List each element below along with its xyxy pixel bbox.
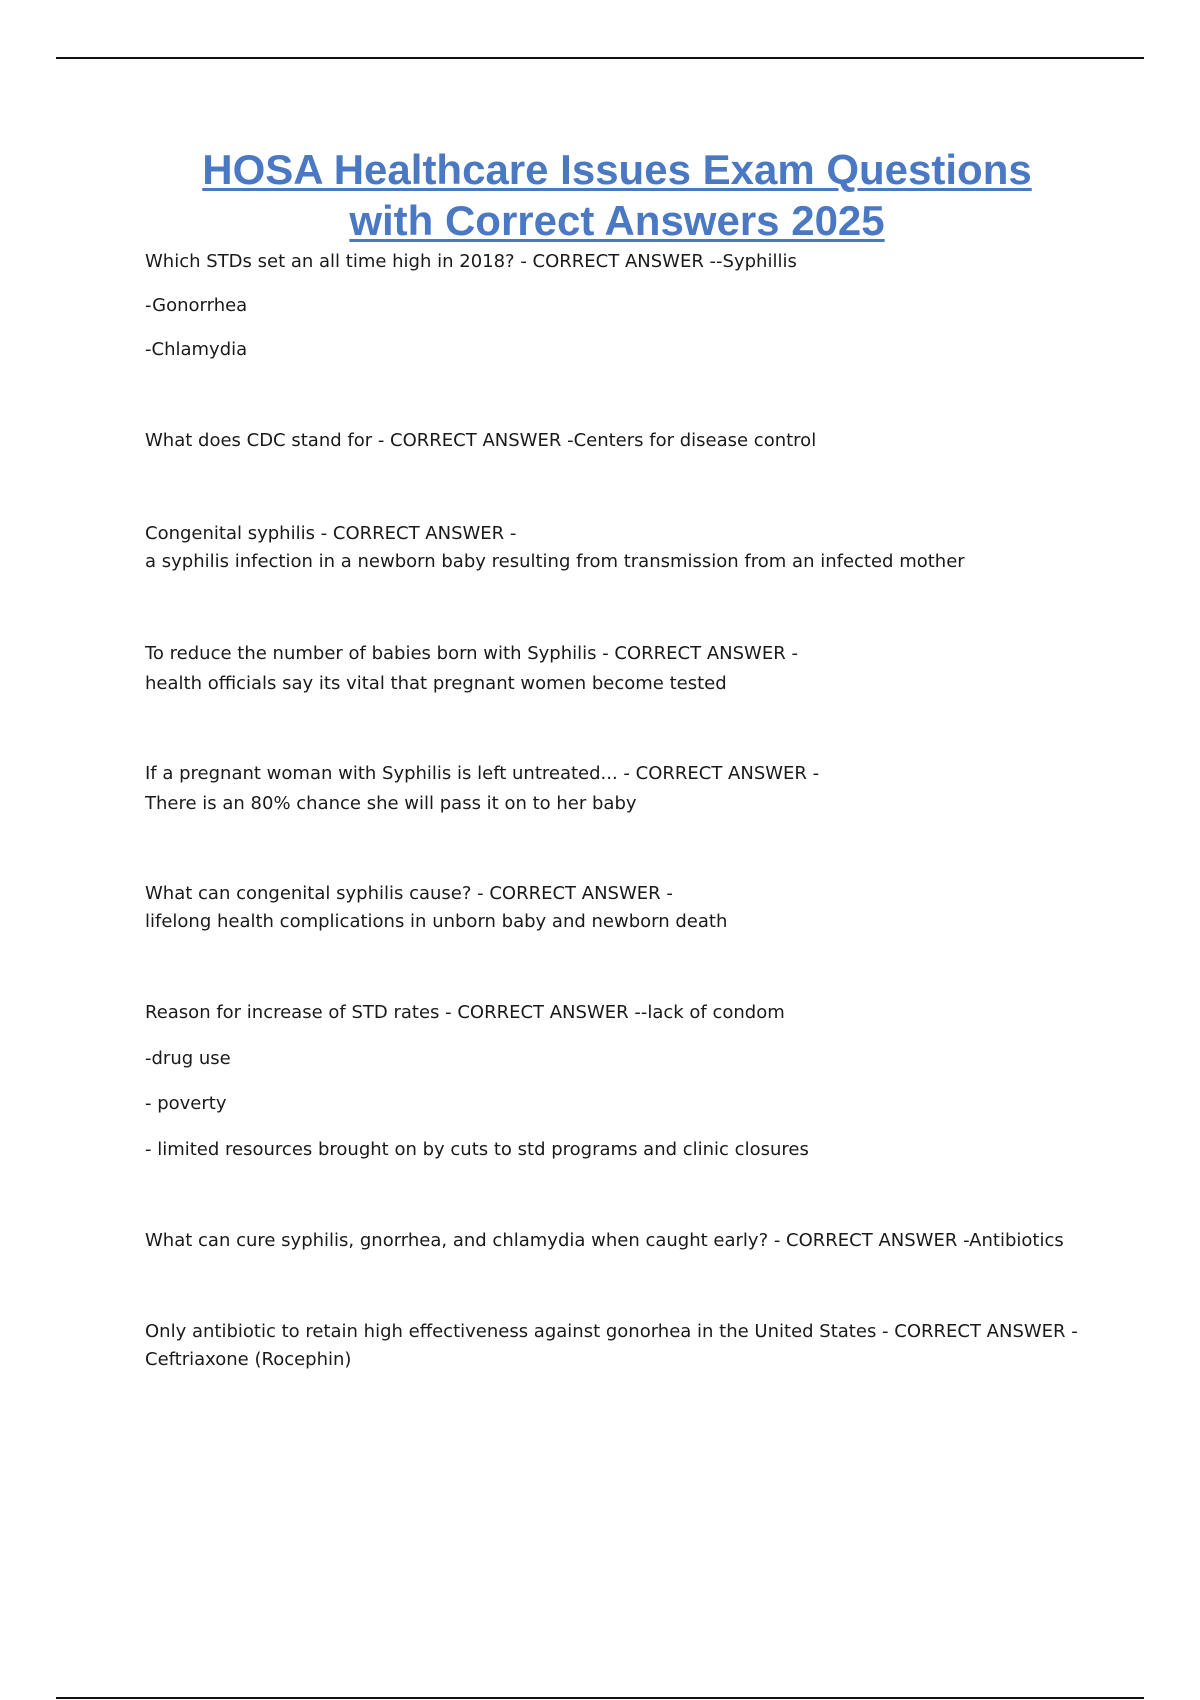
qa-8-line-1: What can cure syphilis, gnorrhea, and chlamydia when caught early? - CORRECT ANSWER -Antibiotics [145, 1230, 1064, 1251]
qa-9-line-2: Ceftriaxone (Rocephin) [145, 1349, 352, 1370]
qa-7-line-1: Reason for increase of STD rates - CORRECT ANSWER --lack of condom [145, 1002, 785, 1023]
title-line-1: HOSA Healthcare Issues Exam Questions [202, 146, 1032, 193]
qa-2-line-1: What does CDC stand for - CORRECT ANSWER -Centers for disease control [145, 430, 817, 451]
qa-3-line-1: Congenital syphilis - CORRECT ANSWER - [145, 523, 517, 544]
qa-4-line-2: health officials say its vital that pregnant women become tested [145, 673, 727, 694]
qa-6-line-2: lifelong health complications in unborn baby and newborn death [145, 911, 728, 932]
qa-7-line-3: - poverty [145, 1093, 227, 1114]
footer-rule [56, 1697, 1144, 1699]
qa-6-line-1: What can congenital syphilis cause? - CORRECT ANSWER - [145, 883, 673, 904]
qa-5-line-2: There is an 80% chance she will pass it on to her baby [145, 793, 637, 814]
qa-9-line-1: Only antibiotic to retain high effectiveness against gonorhea in the United States - CORRECT ANSWER - [145, 1321, 1078, 1342]
qa-4-line-1: To reduce the number of babies born with Syphilis - CORRECT ANSWER - [145, 643, 798, 664]
qa-1-line-2: -Gonorrhea [145, 295, 248, 316]
header-rule [56, 57, 1144, 59]
qa-1-line-3: -Chlamydia [145, 339, 248, 360]
qa-3-line-2: a syphilis infection in a newborn baby resulting from transmission from an infected mother [145, 551, 965, 572]
qa-7-line-2: -drug use [145, 1048, 231, 1069]
qa-1-line-1: Which STDs set an all time high in 2018? - CORRECT ANSWER --Syphillis [145, 251, 797, 272]
document-title [0, 144, 1200, 246]
qa-5-line-1: If a pregnant woman with Syphilis is left untreated... - CORRECT ANSWER - [145, 763, 820, 784]
title-line-2: with Correct Answers 2025 [349, 197, 885, 244]
qa-7-line-4: - limited resources brought on by cuts to std programs and clinic closures [145, 1139, 809, 1160]
